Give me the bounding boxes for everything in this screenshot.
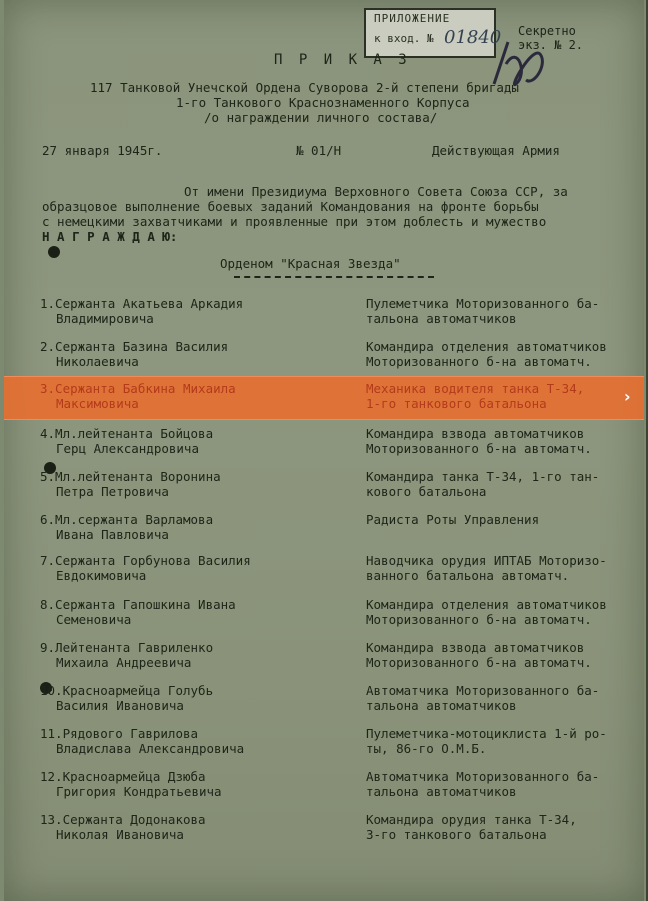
awardee-role-line: Командира взвода автоматчиков xyxy=(366,640,585,655)
awardee-name-line: 4.Мл.лейтенанта Бойцова xyxy=(40,426,214,441)
awardee-name-line: Петра Петровича xyxy=(56,484,169,499)
awardee-name-line: 5.Мл.лейтенанта Воронина xyxy=(40,469,221,484)
awardee-name-line: 8.Сержанта Гапошкина Ивана xyxy=(40,597,236,612)
highlight-name-line: Максимовича xyxy=(56,396,139,411)
awardee-role-line: Командира отделения автоматчиков xyxy=(366,597,607,612)
awardee-name-line: Владимировича xyxy=(56,311,154,326)
secrecy-mark xyxy=(518,24,583,52)
awardee-role-line: ванного батальона автоматч. xyxy=(366,568,570,583)
awardee-name-line: Григория Кондратьевича xyxy=(56,784,222,799)
document-title: П Р И К А З xyxy=(274,52,411,68)
awardee-role-line: Автоматчика Моторизованного ба- xyxy=(366,769,600,784)
awardee-name-line: 9.Лейтенанта Гавриленко xyxy=(40,640,214,655)
document-page xyxy=(4,0,644,901)
entry-stamp xyxy=(364,8,502,58)
awardee-name-line: Николаевича xyxy=(56,354,139,369)
awardee-name-line: Николая Ивановича xyxy=(56,827,184,842)
awardee-role-line: тальона автоматчиков xyxy=(366,698,517,713)
preamble-line: Н А Г Р А Ж Д А Ю: xyxy=(42,229,178,244)
awardee-role-line: Автоматчика Моторизованного ба- xyxy=(366,683,600,698)
awardee-role-line: Моторизованного б-на автоматч. xyxy=(366,655,592,670)
awardee-role-line: Наводчика орудия ИПТАБ Моторизо- xyxy=(366,553,607,568)
awardee-name-line: 1.Сержанта Акатьева Аркадия xyxy=(40,296,244,311)
stamp-title: ПРИЛОЖЕНИЕ xyxy=(374,12,451,25)
highlight-role-line: 1-го танкового батальона xyxy=(366,396,547,411)
header-line: /о награждении личного состава/ xyxy=(204,110,438,125)
awardee-role-line: Командира орудия танка Т-34, xyxy=(366,812,577,827)
awardee-name-line: Герц Александровича xyxy=(56,441,199,456)
copy-number: экз. № 2. xyxy=(518,38,584,52)
awardee-role-line: Моторизованного б-на автоматч. xyxy=(366,612,592,627)
order-name: Орденом "Красная Звезда" xyxy=(220,256,401,271)
ink-blot-icon xyxy=(48,246,60,258)
highlight-role-line: Механика водителя танка Т-34, xyxy=(366,381,585,396)
chevron-right-icon[interactable]: › xyxy=(624,387,631,406)
awardee-role-line: 3-го танкового батальона xyxy=(366,827,547,842)
document-place: Действующая Армия xyxy=(432,143,560,158)
awardee-name-line: Ивана Павловича xyxy=(56,527,169,542)
awardee-role-line: Моторизованного б-на автоматч. xyxy=(366,354,592,369)
awardee-name-line: 10.Красноармейца Голубь xyxy=(40,683,214,698)
awardee-role-line: Радиста Роты Управления xyxy=(366,512,540,527)
stamp-entry-label: к вход. № xyxy=(374,32,434,45)
awardee-name-line: 6.Мл.сержанта Варламова xyxy=(40,512,214,527)
awardee-role-line: Пулеметчика Моторизованного ба- xyxy=(366,296,600,311)
document-number: № 01/Н xyxy=(296,143,342,158)
highlight-name-line: 3.Сержанта Бабкина Михаила xyxy=(40,381,236,396)
awardee-role-line: тальона автоматчиков xyxy=(366,784,517,799)
awardee-name-line: Михаила Андреевича xyxy=(56,655,192,670)
awardee-name-line: 13.Сержанта Додонакова xyxy=(40,812,206,827)
awardee-name-line: 12.Красноармейца Дзюба xyxy=(40,769,206,784)
awardee-name-line: 7.Сержанта Горбунова Василия xyxy=(40,553,251,568)
header-line: 117 Танковой Унечской Ордена Суворова 2-й степени бригады xyxy=(90,80,519,95)
stamp-entry-number: 01840 xyxy=(444,27,502,48)
preamble-line: с немецкими захватчиками и проявленные при этом доблесть и мужество xyxy=(42,214,547,229)
awardee-role-line: кового батальона xyxy=(366,484,487,499)
awardee-role-line: тальона автоматчиков xyxy=(366,311,517,326)
awardee-role-line: Командира танка Т-34, 1-го тан- xyxy=(366,469,600,484)
preamble-line: От имени Президиума Верховного Совета Союза ССР, за xyxy=(184,184,568,199)
document-date: 27 января 1945г. xyxy=(42,143,163,158)
awardee-role-line: Командира отделения автоматчиков xyxy=(366,339,607,354)
awardee-name-line: 11.Рядового Гаврилова xyxy=(40,726,199,741)
preamble-line: образцовое выполнение боевых заданий Командования на фронте борьбы xyxy=(42,199,539,214)
awardee-role-line: Пулеметчика-мотоциклиста 1-й ро- xyxy=(366,726,607,741)
awardee-role-line: Командира взвода автоматчиков xyxy=(366,426,585,441)
underline-divider xyxy=(234,276,434,278)
highlighted-row[interactable] xyxy=(4,376,644,420)
awardee-name-line: Евдокимовича xyxy=(56,568,147,583)
awardee-role-line: Моторизованного б-на автоматч. xyxy=(366,441,592,456)
awardee-name-line: Василия Ивановича xyxy=(56,698,184,713)
awardee-name-line: Владислава Александровича xyxy=(56,741,245,756)
header-line: 1-го Танкового Краснознаменного Корпуса xyxy=(176,95,470,110)
awardee-name-line: 2.Сержанта Базина Василия xyxy=(40,339,229,354)
awardee-role-line: ты, 86-го О.М.Б. xyxy=(366,741,487,756)
secrecy-line: Секретно xyxy=(518,24,576,38)
awardee-name-line: Семеновича xyxy=(56,612,132,627)
